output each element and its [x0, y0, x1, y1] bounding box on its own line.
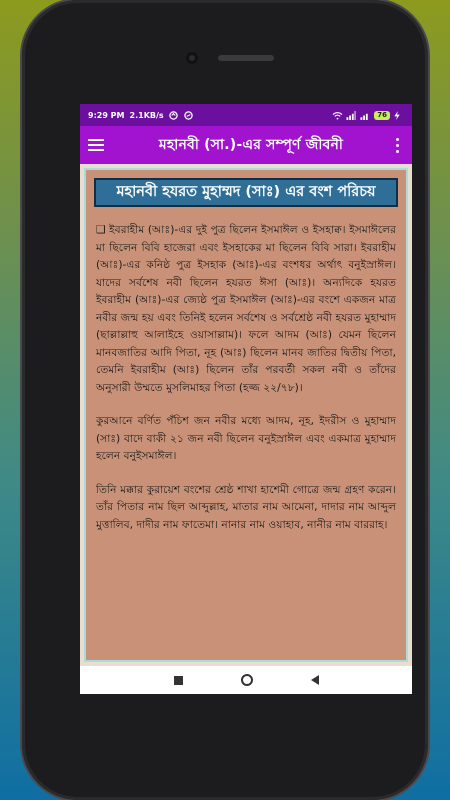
hamburger-menu-icon[interactable] [88, 133, 112, 157]
triangle-back-icon[interactable] [311, 675, 319, 685]
wifi-icon [332, 111, 342, 120]
article-body [94, 221, 398, 533]
paragraph-2: কুরআনে বর্ণিত পঁচিশ জন নবীর মধ্যে আদম, নূহ, ইদরীস ও মুহাম্মাদ (সাঃ) বাদে বাকী ২১ জন নবী ছিলেন বনুইস্রাঈল এবং একমাত্র মুহাম্মাদ হলেন বনুইসমাঈল। [96, 414, 396, 462]
article-heading: মহানবী হযরত মুহাম্মদ (সাঃ) এর বংশ পরিচয় [94, 178, 398, 207]
circle-home-icon[interactable] [241, 674, 253, 686]
sync-icon [184, 111, 194, 120]
front-camera [186, 52, 198, 64]
notification-icon [169, 111, 179, 120]
signal-icon-2 [360, 111, 370, 120]
signal-icon [346, 111, 356, 120]
app-title: মহানবী (সা.)-এর সম্পূর্ণ জীবনী [158, 137, 344, 153]
paragraph-1: ❑ ইবরাহীম (আঃ)-এর দুই পুত্র ছিলেন ইসমাঈল ও ইসহাক্ব। ইসমাঈলের মা ছিলেন বিবি হাজেরা এবং ইসহাকের মা ছিলেন বিবি সারা। ইবরাহীম (আঃ)-এর কনিষ্ঠ পুত্র ইসহাক (আঃ)-এর বংশধর অর্থাৎ বনুইস্রাঈল। যাদের সর্বশেষ নবী ছিলেন হযরত ঈসা (আঃ)। অন্যদিকে হযরত ইবরাহীম (আঃ)-এর জ্যেষ্ঠ পুত্র ইসমাঈল (আঃ)-এর বংশে একজন মাত্র নবীর জন্ম হয় এবং তিনিই হলেন সর্বশেষ ও সর্বশ্রেষ্ঠ নবী হযরত মুহাম্মাদ (ছাল্লাল্লাহু আলাইহে ওয়াসাল্লাম)। ফলে আদম (আঃ) যেমন ছিলেন মানবজাতির আদি পিতা, নূহ (আঃ) ছিলেন মানব জাতির দ্বিতীয় পিতা, তেমনি ইবরাহীম (আঃ) ছিলেন তাঁর পরবর্তী সকল নবী ও তাঁদের অনুসারী উম্মতে মুসলিমাহর পিতা (হজ্জ ২২/৭৮)। [96, 223, 396, 394]
phone-frame [22, 0, 428, 800]
phone-screen [80, 104, 412, 694]
status-time: 9:29 PM [88, 110, 125, 120]
status-speed: 2.1KB/s [129, 110, 164, 120]
system-nav-bar [80, 666, 412, 694]
status-bar [80, 104, 412, 126]
app-bar [80, 126, 412, 164]
battery-badge: 76 [374, 111, 390, 120]
paragraph-3: তিনি মক্কার কুরায়েশ বংশের শ্রেষ্ঠ শাখা হাশেমী গোত্রে জন্ম গ্রহণ করেন। তাঁর পিতার নাম ছিল আব্দুল্লাহ, মাতার নাম আমেনা, দাদার নাম আব্দুল মুত্তালিব, দাদীর নাম ফাতেমা। নানার নাম ওয়াহাব, নানীর নাম বাররাহ। [96, 482, 396, 531]
more-vert-icon[interactable] [390, 138, 404, 153]
charging-icon [394, 111, 404, 120]
content-scroll[interactable] [80, 164, 412, 666]
earpiece-speaker [218, 55, 274, 61]
square-recent-icon[interactable] [174, 676, 183, 685]
article-paper [84, 168, 408, 662]
